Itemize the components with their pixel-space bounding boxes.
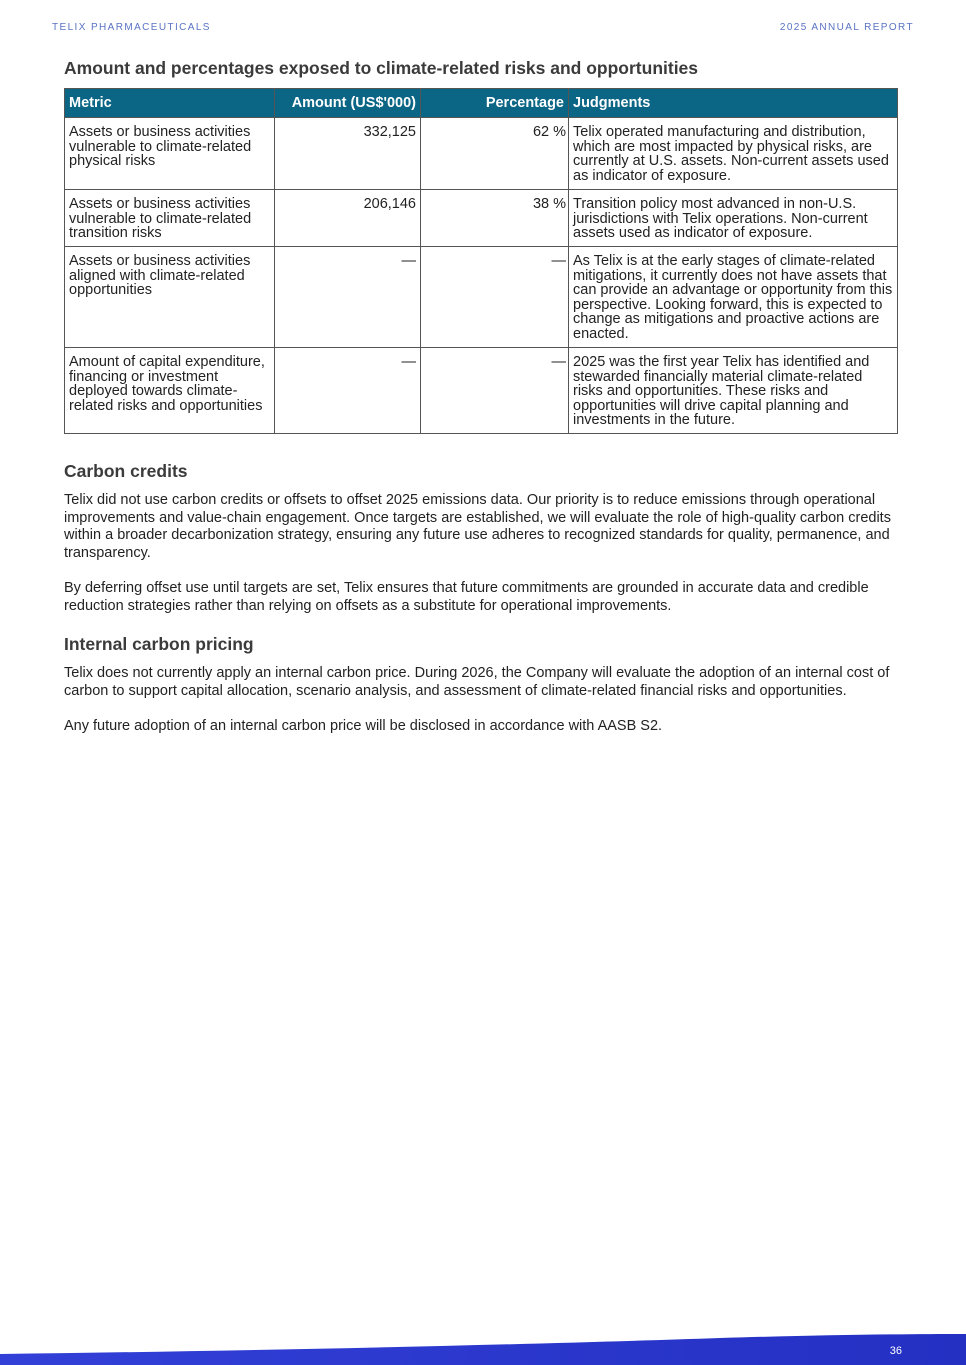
- footer-wave-band: [0, 1325, 966, 1365]
- col-header-judgments: Judgments: [569, 89, 898, 118]
- climate-exposure-table: [64, 88, 898, 434]
- page-content: [64, 58, 898, 736]
- table-row: [65, 190, 898, 247]
- table-row: [65, 118, 898, 190]
- carbon-pricing-paragraph: Telix does not currently apply an internal carbon price. During 2026, the Company will evaluate the adoption of an internal cost of carbon to support capital allocation, scenario analysis, and assessment of climate-related financial risks and opportunities.: [64, 665, 890, 699]
- table-row: [65, 247, 898, 348]
- cell-percentage: 62 %: [421, 118, 569, 190]
- carbon-pricing-paragraph: Any future adoption of an internal carbon price will be disclosed in accordance with AASB S2.: [64, 718, 663, 734]
- cell-judgment: As Telix is at the early stages of climate-related mitigations, it currently does not have assets that can provide an advantage or opportunity from this perspective. Looking forward, this is expected to change as mitigations and proactive actions are enacted.: [569, 247, 898, 348]
- table-header-row: [65, 89, 898, 118]
- carbon-credits-paragraph: By deferring offset use until targets are set, Telix ensures that future commitments are grounded in accurate data and credible reduction strategies rather than relying on offsets as a substitute for operational improvements.: [64, 580, 869, 614]
- cell-amount: —: [275, 348, 421, 434]
- cell-metric: Amount of capital expenditure, financing or investment deployed towards climate-related risks and opportunities: [65, 348, 275, 434]
- cell-amount: 206,146: [275, 190, 421, 247]
- cell-percentage: —: [421, 348, 569, 434]
- cell-metric: Assets or business activities vulnerable to climate-related physical risks: [65, 118, 275, 190]
- cell-percentage: 38 %: [421, 190, 569, 247]
- cell-metric: Assets or business activities vulnerable to climate-related transition risks: [65, 190, 275, 247]
- carbon-credits-paragraph: Telix did not use carbon credits or offsets to offset 2025 emissions data. Our priority is to reduce emissions through operational improvements and value-chain engagement. Once targets are established, we will evaluate the role of high-quality carbon credits within a broader decarbonization strategy, ensuring any future use adheres to recognized standards for quality, permanence, and transparency.: [64, 492, 891, 561]
- footer-wave-shape: [0, 1334, 966, 1365]
- header-company: TELIX PHARMACEUTICALS: [52, 22, 211, 33]
- cell-judgment: Telix operated manufacturing and distribution, which are most impacted by physical risks, are currently at U.S. assets. Non-current assets used as indicator of exposure.: [569, 118, 898, 190]
- cell-judgment: 2025 was the first year Telix has identified and stewarded financially material climate-related risks and opportunities. These risks and opportunities will drive capital planning and investments in the future.: [569, 348, 898, 434]
- col-header-amount: Amount (US$'000): [275, 89, 421, 118]
- col-header-percentage: Percentage: [421, 89, 569, 118]
- table-row: [65, 348, 898, 434]
- carbon-credits-heading: Carbon credits: [64, 461, 188, 481]
- internal-carbon-pricing-heading: Internal carbon pricing: [64, 634, 254, 654]
- cell-metric: Assets or business activities aligned with climate-related opportunities: [65, 247, 275, 348]
- page-number: 36: [889, 1345, 902, 1357]
- cell-percentage: —: [421, 247, 569, 348]
- cell-amount: 332,125: [275, 118, 421, 190]
- header-report-title: 2025 ANNUAL REPORT: [779, 22, 914, 33]
- col-header-metric: Metric: [65, 89, 275, 118]
- table-title: Amount and percentages exposed to climate-related risks and opportunities: [64, 58, 699, 78]
- cell-judgment: Transition policy most advanced in non-U.S. jurisdictions with Telix operations. Non-current assets used as indicator of exposure.: [569, 190, 898, 247]
- cell-amount: —: [275, 247, 421, 348]
